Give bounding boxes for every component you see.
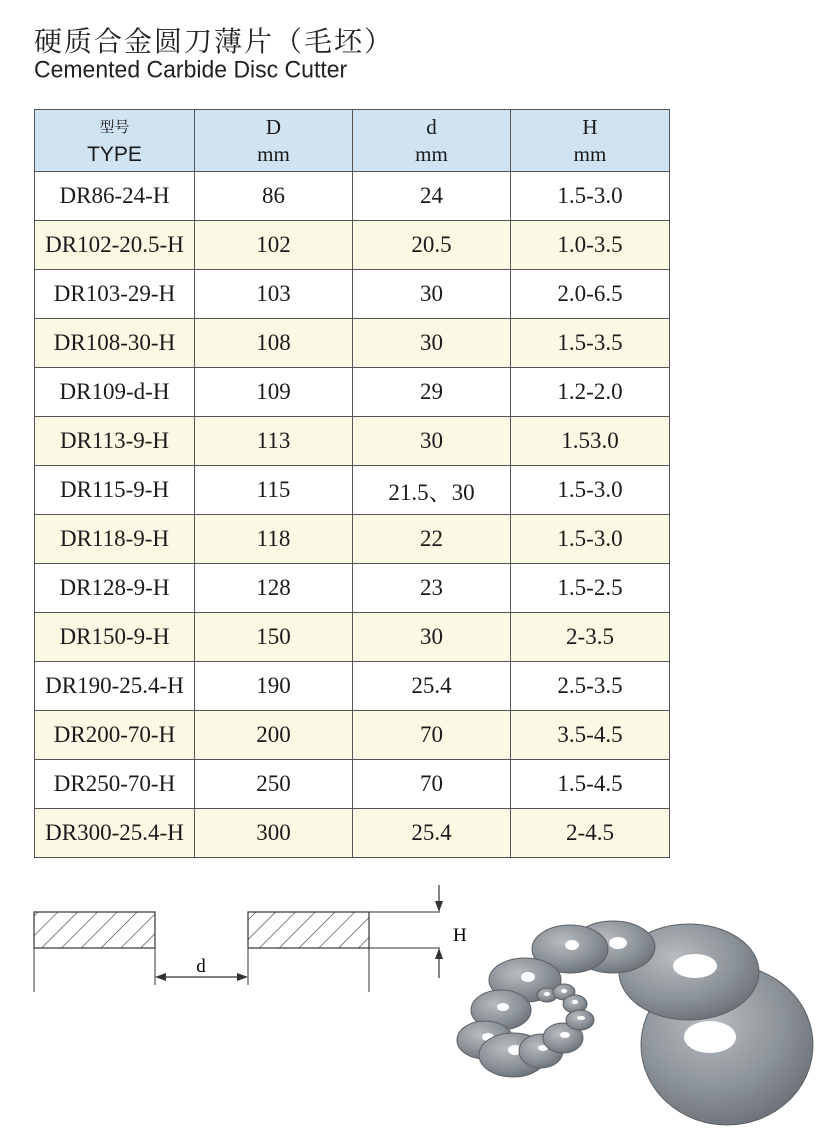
table-row — [35, 368, 670, 417]
table-row — [35, 221, 670, 270]
cell-h: 1.2-2.0 — [511, 368, 670, 417]
header-d-outer — [195, 110, 353, 172]
cell-d-outer: 108 — [195, 319, 353, 368]
cell-h: 1.5-3.0 — [511, 466, 670, 515]
table-row — [35, 711, 670, 760]
h-dimension-label: H — [453, 925, 467, 946]
cell-d-outer: 103 — [195, 270, 353, 319]
cell-d-inner: 25.4 — [353, 809, 511, 858]
cell-d-outer: 150 — [195, 613, 353, 662]
header-d-inner-symbol: d — [426, 114, 437, 139]
cell-type: DR150-9-H — [35, 613, 195, 662]
cell-d-outer: 86 — [195, 172, 353, 221]
cell-d-inner: 70 — [353, 711, 511, 760]
cell-type: DR109-d-H — [35, 368, 195, 417]
cell-h: 2.0-6.5 — [511, 270, 670, 319]
disc-section-left — [34, 912, 155, 948]
cell-d-inner: 30 — [353, 270, 511, 319]
header-h — [511, 110, 670, 172]
table-row — [35, 515, 670, 564]
spec-table — [34, 109, 670, 858]
cell-h: 1.53.0 — [511, 417, 670, 466]
header-d-outer-symbol: D — [265, 114, 282, 139]
cell-h: 1.5-2.5 — [511, 564, 670, 613]
cell-d-inner: 70 — [353, 760, 511, 809]
table-row — [35, 564, 670, 613]
cell-d-outer: 200 — [195, 711, 353, 760]
cell-d-inner: 22 — [353, 515, 511, 564]
header-d-inner — [353, 110, 511, 172]
d-dimension-label: d — [196, 956, 206, 977]
table-row — [35, 809, 670, 858]
header-type — [35, 110, 195, 172]
cell-type: DR102-20.5-H — [35, 221, 195, 270]
header-d-inner-unit: mm — [415, 141, 448, 166]
cell-type: DR300-25.4-H — [35, 809, 195, 858]
cell-d-inner: 30 — [353, 417, 511, 466]
cell-h: 1.0-3.5 — [511, 221, 670, 270]
page-title-cn: 硬质合金圆刀薄片（毛坯） — [34, 25, 395, 58]
cell-type: DR190-25.4-H — [35, 662, 195, 711]
page-title-en: Cemented Carbide Disc Cutter — [34, 55, 348, 83]
cell-type: DR113-9-H — [35, 417, 195, 466]
cell-type: DR118-9-H — [35, 515, 195, 564]
cell-d-inner: 25.4 — [353, 662, 511, 711]
cross-section-diagram — [30, 880, 480, 1000]
table-row — [35, 172, 670, 221]
cell-d-outer: 300 — [195, 809, 353, 858]
header-type-cn: 型号 — [99, 117, 130, 136]
table-row — [35, 662, 670, 711]
cell-d-outer: 118 — [195, 515, 353, 564]
cell-d-inner: 29 — [353, 368, 511, 417]
cell-h: 2-4.5 — [511, 809, 670, 858]
cell-d-outer: 115 — [195, 466, 353, 515]
cell-d-inner: 30 — [353, 613, 511, 662]
table-header-row — [35, 110, 670, 172]
cell-d-inner: 24 — [353, 172, 511, 221]
cell-d-outer: 250 — [195, 760, 353, 809]
table-row — [35, 760, 670, 809]
cell-d-inner: 21.5、30 — [353, 466, 511, 515]
cell-h: 1.5-3.0 — [511, 515, 670, 564]
cell-d-outer: 113 — [195, 417, 353, 466]
cell-type: DR115-9-H — [35, 466, 195, 515]
header-d-outer-unit: mm — [257, 141, 290, 166]
header-h-unit: mm — [573, 141, 607, 166]
cell-type: DR128-9-H — [35, 564, 195, 613]
table-row — [35, 417, 670, 466]
cell-type: DR86-24-H — [35, 172, 195, 221]
cell-d-inner: 23 — [353, 564, 511, 613]
disc-small-12 — [566, 1010, 594, 1030]
table-row — [35, 319, 670, 368]
cell-d-inner: 30 — [353, 319, 511, 368]
cell-type: DR250-70-H — [35, 760, 195, 809]
cell-type: DR103-29-H — [35, 270, 195, 319]
disc-section-right — [248, 912, 369, 948]
cell-h: 1.5-4.5 — [511, 760, 670, 809]
table-row — [35, 466, 670, 515]
table-row — [35, 613, 670, 662]
h-dimension-arrow — [435, 885, 443, 978]
cell-h: 3.5-4.5 — [511, 711, 670, 760]
disc-cutters-photo — [455, 910, 815, 1130]
cell-d-outer: 190 — [195, 662, 353, 711]
cell-d-outer: 128 — [195, 564, 353, 613]
cell-h: 2-3.5 — [511, 613, 670, 662]
cell-d-outer: 102 — [195, 221, 353, 270]
header-type-en: TYPE — [87, 142, 142, 166]
cell-type: DR108-30-H — [35, 319, 195, 368]
table-row — [35, 270, 670, 319]
cell-h: 1.5-3.5 — [511, 319, 670, 368]
cell-type: DR200-70-H — [35, 711, 195, 760]
cell-d-outer: 109 — [195, 368, 353, 417]
cell-h: 1.5-3.0 — [511, 172, 670, 221]
cell-d-inner: 20.5 — [353, 221, 511, 270]
header-h-symbol: H — [582, 114, 598, 139]
cell-h: 2.5-3.5 — [511, 662, 670, 711]
